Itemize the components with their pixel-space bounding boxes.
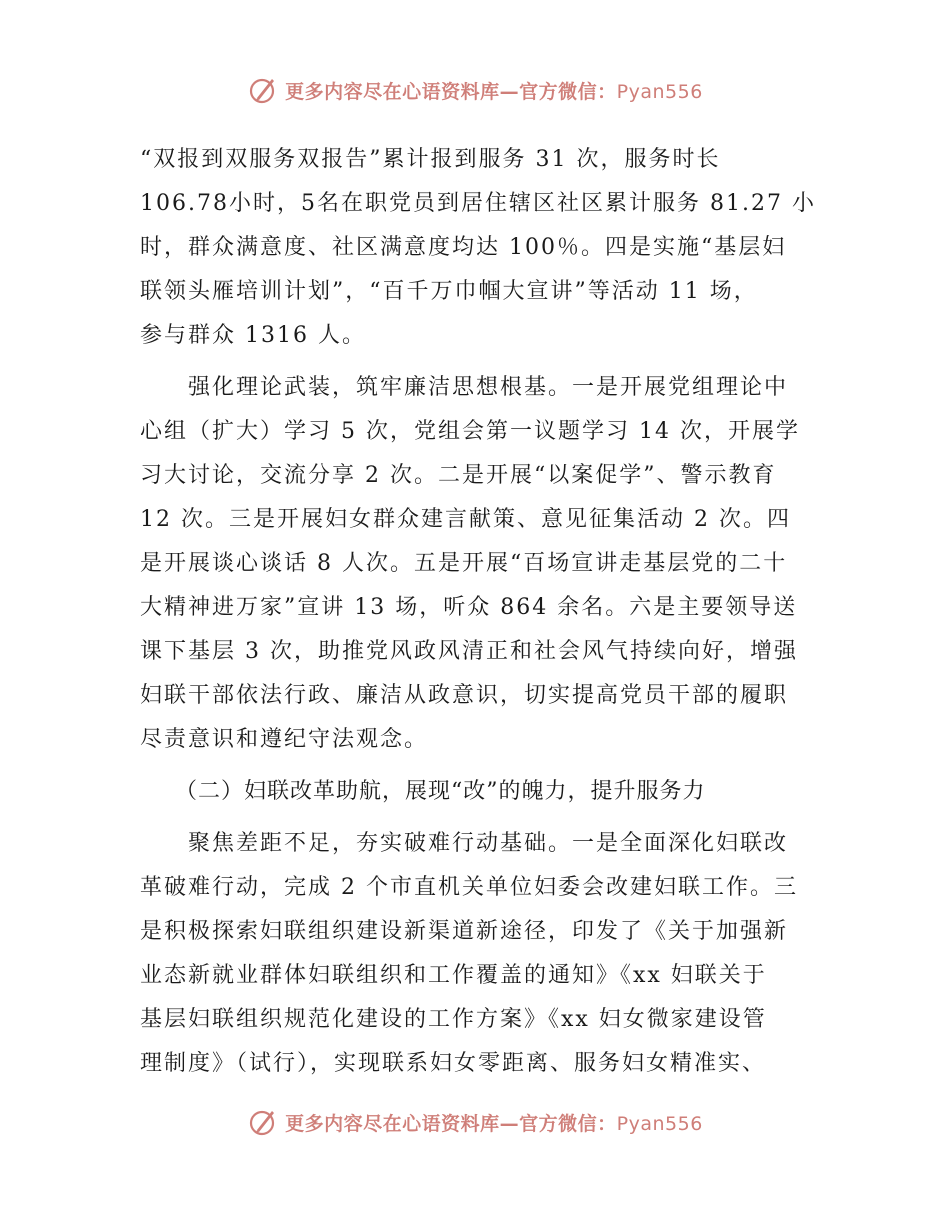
text-line: 参与群众 1316 人。 [140,323,366,348]
quill-pen-circle-icon [247,1106,279,1138]
text-line: 是开展谈心谈话 8 人次。五是开展“百场宣讲走基层党的二十 [140,551,788,576]
watermark-text: 更多内容尽在心语资料库—官方微信：Pyan556 [285,80,703,103]
header-watermark [0,70,950,110]
heading-line: （二）妇联改革助航，展现“改”的魄力，提升服务力 [140,779,706,804]
text-line: 大精神进万家”宣讲 13 场，听众 864 余名。六是主要领导送 [140,595,798,620]
text-line: 12 次。三是开展妇女群众建言献策、意见征集活动 2 次。四 [140,507,791,532]
text-line: 聚焦差距不足，夯实破难行动基础。一是全面深化妇联改 [140,831,789,856]
watermark-text: 更多内容尽在心语资料库—官方微信：Pyan556 [285,1112,703,1135]
paragraph [140,822,812,1086]
text-line: 业态新就业群体妇联组织和工作覆盖的通知》《xx 妇联关于 [140,963,767,988]
text-line: 妇联干部依法行政、廉洁从政意识，切实提高党员干部的履职 [140,683,789,708]
text-line: 106.78小时，5名在职党员到居住辖区社区累计服务 81.27 小 [140,191,816,216]
text-line: 课下基层 3 次，助推党风政风清正和社会风气持续向好，增强 [140,639,798,664]
text-line: 革破难行动，完成 2 个市直机关单位妇委会改建妇联工作。三 [140,875,798,900]
text-line: 强化理论武装，筑牢廉洁思想根基。一是开展党组理论中 [140,375,789,400]
text-line: 心组（扩大）学习 5 次，党组会第一议题学习 14 次，开展学 [140,419,800,444]
text-line: 基层妇联组织规范化建设的工作方案》《xx 妇女微家建设管 [140,1007,767,1032]
section-heading [140,770,812,814]
text-line: 习大讨论，交流分享 2 次。二是开展“以案促学”、警示教育 [140,463,777,488]
document-body [140,138,816,1094]
paragraph [140,138,816,358]
quill-pen-circle-icon [247,74,279,106]
text-line: 联领头雁培训计划”，“百千万巾帼大宣讲”等活动 11 场， [140,279,758,304]
text-line: 是积极探索妇联组织建设新渠道新途径，印发了《关于加强新 [140,919,789,944]
footer-watermark [0,1102,950,1142]
text-line: 理制度》（试行），实现联系妇女零距离、服务妇女精准实、 [140,1051,767,1076]
text-line: 时，群众满意度、社区满意度均达 100％。四是实施“基层妇 [140,235,787,260]
text-line: 尽责意识和遵纪守法观念。 [140,727,429,752]
text-line: “双报到双服务双报告”累计报到服务 31 次，服务时长 [140,147,721,172]
paragraph [140,366,812,762]
